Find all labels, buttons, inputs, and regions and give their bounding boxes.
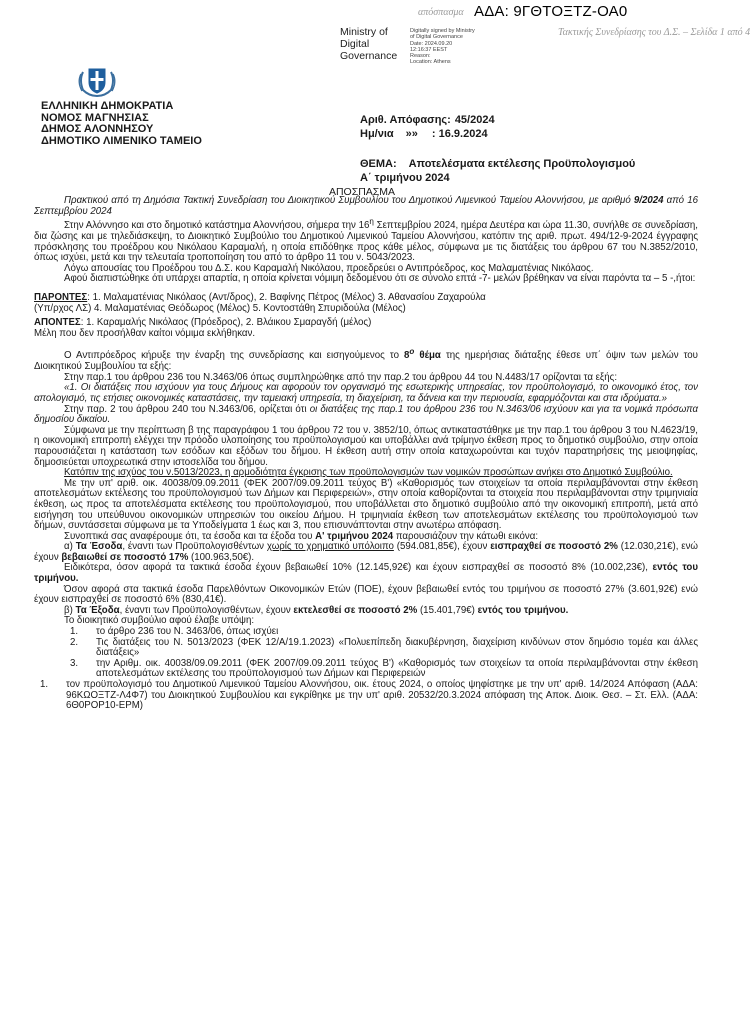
authority-header: ΕΛΛΗΝΙΚΗ ΔΗΜΟΚΡΑΤΙΑ ΝΟΜΟΣ ΜΑΓΝΗΣΙΑΣ ΔΗΜΟΣ ΑΛΟΝΝΗΣΟΥ ΔΗΜΟΤΙΚΟ ΛΙΜΕΝΙΚΟ ΤΑΜΕΙΟ — [41, 100, 202, 147]
decision-date: Ημ/νια »» : 16.9.2024 — [360, 128, 488, 140]
list-item: 3. την Αριθμ. οικ. 40038/09.09.2011 (ΦΕΚ 2007/09.09.2011 τεύχος Β') «Καθορισμός των στοιχείων τα οποία περιλαμβάνονται στην έκθεση αποτελεσμάτων εκτέλεσης του προϋπολογισμού των Δήμων και Περιφερειών — [70, 657, 698, 680]
greek-emblem-icon — [75, 66, 119, 98]
paragraph-law-240: Στην παρ. 2 του άρθρου 240 του Ν.3463/06, ορίζεται ότι οι διατάξεις της παρ.1 του άρθρου 236 του Ν.3463/06 ισχύουν και για τα νομικά πρόσωπα δημοσίου δικαίου. — [34, 403, 698, 426]
signature-details: Digitally signed by Ministry of Digital Governance Date: 2024.09.20 12:16:37 EEST Reason: Location: Athens — [410, 28, 475, 66]
paragraph-summary: Συνοπτικά σας αναφέρουμε ότι, τα έσοδα και τα έξοδα του Α' τριμήνου 2024 παρουσιάζουν την κάτωθι εικόνα: — [64, 530, 539, 542]
considerations-list — [70, 627, 698, 680]
subject-line-1: Αποτελέσματα εκτέλεσης Προϋπολογισμού — [408, 158, 636, 170]
decision-number: Αριθ. Απόφασης: 45/2024 — [360, 114, 495, 126]
document-body — [34, 196, 698, 712]
present-members-cont: (Υπ/ρχος ΛΣ) 4. Μαλαματένιας Θεόδωρος (Μέλος) 5. Κοντοστάθη Σπυριδούλα (Μέλος) — [34, 302, 406, 314]
list-item: 1. το άρθρο 236 του Ν. 3463/06, όπως ισχύει — [70, 626, 279, 638]
decision-meta — [360, 113, 495, 141]
paragraph-quote: «1. Οι διατάξεις που ισχύουν για τους Δήμους και αφορούν τον οργανισμό της εσωτερικής υπηρεσίας, τον προϋπολογισμό, το οικονομικό έτος, τον απολογισμό, τις ετήσιες οικονομικές καταστάσεις, την ταμειακή υπηρεσία, τη διαχείριση, τα δάνεια και την περιουσία, εφαρμόζονται και στα ιδρύματα.» — [34, 382, 698, 404]
paragraph-law-72: Σύμφωνα με την περίπτωση β της παραγράφου 1 του άρθρου 72 του ν. 3852/10, όπως αντικαταστάθηκε με την παρ.1 του άρθρου 3 του Ν.4623/19, η οικονομική επιτροπή ελέγχει την πρόοδο υλοποίησης του προϋπολογισμού και υποβάλλει ανά τρίμηνο έκθεση προς το δημοτικό συμβούλιο, στην οποία παρουσιάζεται η κατάσταση των εσόδων και εξόδων του δήμου. Η έκθεση αυτή στην οποία καταχωρούνται και τυχόν παρατηρήσεις της μειοψηφίας, δημοσιεύεται υποχρεωτικά στην ιστοσελίδα του δήμου. — [34, 424, 698, 468]
faint-page-indicator: Τακτικής Συνεδρίασης του Δ.Σ. – Σελίδα 1 από 4 — [558, 27, 750, 38]
paragraph-regular-revenue: Ειδικότερα, όσον αφορά τα τακτικά έσοδα έχουν βεβαιωθεί 10% (12.145,92€) και έχουν εισπραχθεί σε ποσοστό 8% (10.002,23€), εντός του τριμήνου. — [34, 562, 698, 585]
ada-code: ΑΔΑ: 9ΓΘΤΟΞΤΖ-ΟΑ0 — [474, 3, 628, 20]
signature-ministry: Ministry of Digital Governance — [340, 26, 398, 62]
paragraph-meeting: Στην Αλόννησο και στο δημοτικό κατάστημα Αλοννήσου, σήμερα την $16^\eta$ Σεπτεμβρίου 2024, ημέρα Δευτέρα και ώρα 11.30, συνήλθε σε συνεδρίαση, δια ζώσης και με τηλεδιάσκεψη, το Διοικητικό Συμβούλιο του Δημοτικού Λιμενικού Ταμείου Αλοννήσου, κατόπιν της αριθ. πρωτ. 494/12-9-2024 έγγραφης πρόσκλησης του προέδρου κου Νικόλαου Καραμαλή, η οποία επιδόθηκε προς κάθε μέλος, σύμφωνα με τις διατάξεις του άρθρου 67 του Ν.3852/2010, όπως ισχύει, μετά και την τελευταία τροποποίηση του από το άρθρο 11 του ν. 5043/2023. — [34, 217, 698, 264]
digital-signature — [340, 26, 475, 66]
paragraph-law-236: Στην παρ.1 του άρθρου 236 του Ν.3463/06 όπως συμπληρώθηκε από την παρ.2 του άρθρου 44 του Ν.4483/17 ορίζονται τα εξής: — [64, 371, 618, 383]
subject-block — [360, 157, 635, 185]
paragraph-ministerial-decision: Με την υπ' αριθ. οικ. 40038/09.09.2011 (ΦΕΚ 2007/09.09.2011 τεύχος Β') «Καθορισμός των στοιχείων τα οποία περιλαμβάνονται στην έκθεση αποτελεσμάτων εκτέλεσης του προϋπολογισμού των Δήμων και Περιφερειών», στην οποία καθορίζονται τα στοιχεία που περιλαμβάνονται στην τριμηνιαία έκθεση, ως προς τα αποτελέσματα εκτέλεσης του προϋπολογισμού, που υποβάλλεται στο δημοτικό συμβούλιο από την οικονομική επιτροπή, μετά από εισήγηση του υπεύθυνου οικονομικών υπηρεσιών του οικείου Δήμου. Η τριμηνιαία έκθεση των αποτελεσμάτων εκτέλεσης του προϋπολογισμού των δήμων, συντάσσεται σύμφωνα με τα Υποδείγματα 1 έως και 3, που επισυνάπτονται στην ανωτέρω απόφαση. — [34, 477, 698, 532]
subject-label: ΘΕΜΑ: — [360, 158, 397, 170]
absent-note: Μέλη που δεν προσήλθαν καίτοι νόμιμα εκλήθηκαν. — [34, 327, 256, 339]
absent-members: ΑΠΟΝΤΕΣ: 1. Καραμαλής Νικόλαος (Πρόεδρος), 2. Βλάικου Σμαραγδή (μέλος) — [34, 317, 372, 329]
paragraph-competence: Κατόπιν της ισχύος του ν.5013/2023, η αρμοδιότητα έγκρισης των προϋπολογισμών των νομικών προσώπων ανήκει στο Δημοτικό Συμβούλιο. — [64, 467, 673, 479]
paragraph-expenses: β) Τα Έξοδα, έναντι των Προϋπολογισθέντων, έχουν εκτελεσθεί σε ποσοστό 2% (15.401,79€) εντός του τριμήνου. — [64, 604, 569, 616]
paragraph-poe-revenue: Όσον αφορά στα τακτικά έσοδα Παρελθόντων Οικονομικών Ετών (ΠΟΕ), έχουν βεβαιωθεί εντός του τριμήνου σε ποσοστό 27% (3.601,92€) ενώ έχουν εισπραχθεί σε ποσοστό 6% (830,41€). — [34, 583, 698, 606]
paragraph-quorum: Αφού διαπιστώθηκε ότι υπάρχει απαρτία, η οποία κρίνεται νόμιμη δεδομένου ότι σε σύνολο επτά -7- μελών βρέθηκαν να είναι παρόντα τα – 5 -,ήτοι: — [64, 273, 696, 285]
paragraph-chair: Λόγω απουσίας του Προέδρου του Δ.Σ. κου Καραμαλή Νικόλαου, προεδρεύει ο Αντιπρόεδρος, κος Μαλαματένιας Νικόλαος. — [64, 262, 594, 274]
list-item: 2. Τις διατάξεις του Ν. 5013/2023 (ΦΕΚ 12/Α/19.1.2023) «Πολυεπίπεδη διακυβέρνηση, διαχείριση κινδύνων στον δημόσιο τομέα και άλλες διατάξεις» — [70, 636, 698, 659]
list-item: 1. τον προϋπολογισμό του Δημοτικού Λιμενικού Ταμείου Αλοννήσου, οικ. έτους 2024, ο οποίος ψηφίστηκε με την υπ' αριθ. 14/2024 Απόφαση (ΑΔΑ: 96ΚΩΟΞΤΖ-Λ4Φ7) του Διοικητικού Συμβουλίου και εγκρίθηκε με την υπ' αριθ. 20532/20.3.2024 απόφαση της Αποκ. Διοικ. Θεσ. – Στ. Ελλ. (ΑΔΑ: 6Θ0ΡΟΡ10-ΕΡΜ) — [40, 679, 698, 712]
paragraph-topic: Ο Αντιπρόεδρος κήρυξε την έναρξη της συνεδρίασης και εισηγούμενος το $8^o$ θέμα της ημερήσιας διάταξης έθεσε υπ΄ όψιν των μελών του Διοικητικού Συμβουλίου τα εξής: — [34, 347, 698, 373]
paragraph-considering: Το διοικητικό συμβούλιο αφού έλαβε υπόψη: — [64, 615, 255, 627]
present-members: ΠΑΡΟΝΤΕΣ: 1. Μαλαματένιας Νικόλαος (Αντ/δρος), 2. Βαφίνης Πέτρος (Μέλος) 3. Αθανασίου Ζαχαρούλα — [34, 291, 486, 303]
subject-line-2: Α΄ τριμήνου 2024 — [360, 172, 450, 184]
faint-header-text: απόσπασμα — [418, 7, 464, 18]
paragraph-revenue: α) Τα Έσοδα, έναντι των Προϋπολογισθέντων χωρίς το χρηματικό υπόλοιπο (594.081,85€), έχουν εισπραχθεί σε ποσοστό 2% (12.030,21€), ενώ έχουν βεβαιωθεί σε ποσοστό 17% (100.963,50€). — [34, 541, 698, 563]
intro-paragraph: Πρακτικού από τη Δημόσια Τακτική Συνεδρίαση του Διοικητικού Συμβουλίου του Δημοτικού Λιμενικού Ταμείου Αλοννήσου, με αριθμό 9/2024 από 16 Σεπτεμβρίου 2024 — [34, 195, 698, 217]
document-heading: ΑΠΟΣΠΑΣΜΑ — [328, 186, 396, 198]
